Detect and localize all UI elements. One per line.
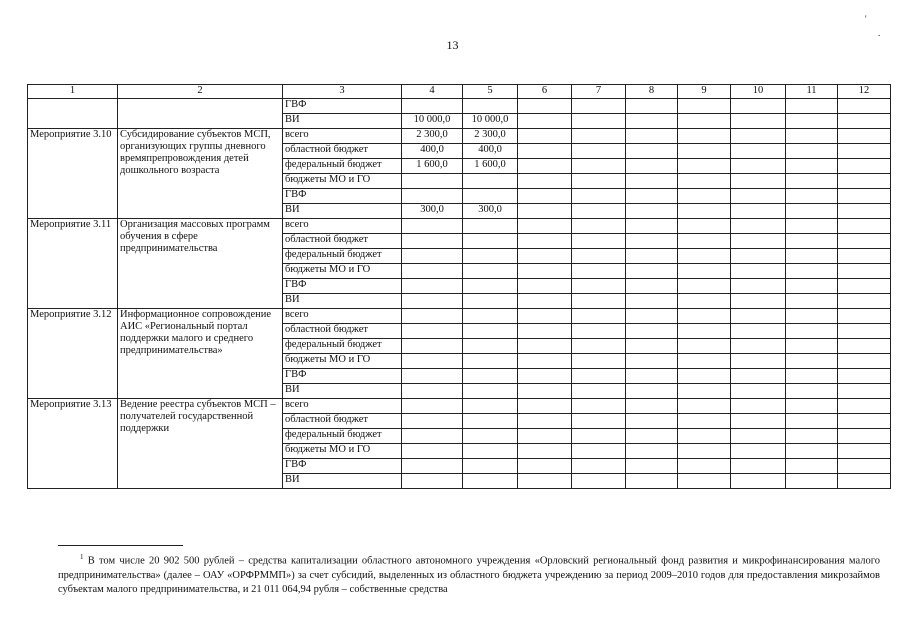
value-col11 (786, 174, 838, 189)
value-col9 (678, 144, 731, 159)
source-label: областной бюджет (283, 324, 402, 339)
description-cell: Организация массовых программ обучения в сфере предпринимательства (118, 219, 283, 309)
value-col9 (678, 414, 731, 429)
source-label: ВИ (283, 474, 402, 489)
source-label: федеральный бюджет (283, 339, 402, 354)
value-col9 (678, 459, 731, 474)
value-col12 (838, 384, 891, 399)
source-label: всего (283, 309, 402, 324)
value-col6 (518, 339, 572, 354)
value-col12 (838, 339, 891, 354)
value-col12 (838, 324, 891, 339)
value-col11 (786, 369, 838, 384)
measure-cell: Мероприятие 3.12 (28, 309, 118, 399)
table-header-row (28, 85, 891, 99)
value-col4 (402, 99, 463, 114)
value-col10 (731, 399, 786, 414)
description-cell: Информационное сопровождение АИС «Региональный портал поддержки малого и среднего предпринимательства» (118, 309, 283, 399)
value-col11 (786, 264, 838, 279)
source-label: федеральный бюджет (283, 429, 402, 444)
value-col8 (626, 144, 678, 159)
value-col10 (731, 324, 786, 339)
value-col12 (838, 99, 891, 114)
value-col10 (731, 219, 786, 234)
value-col4 (402, 249, 463, 264)
value-col11 (786, 324, 838, 339)
source-label: областной бюджет (283, 414, 402, 429)
value-col5 (463, 459, 518, 474)
page-number: 13 (446, 38, 459, 52)
value-col10 (731, 369, 786, 384)
value-col7 (572, 234, 626, 249)
value-col11 (786, 429, 838, 444)
source-label: ГВФ (283, 279, 402, 294)
value-col4 (402, 324, 463, 339)
value-col5 (463, 189, 518, 204)
value-col12 (838, 174, 891, 189)
value-col10 (731, 204, 786, 219)
source-label: бюджеты МО и ГО (283, 354, 402, 369)
value-col6 (518, 384, 572, 399)
value-col8 (626, 279, 678, 294)
value-col4: 300,0 (402, 204, 463, 219)
value-col12 (838, 309, 891, 324)
value-col10 (731, 99, 786, 114)
value-col10 (731, 249, 786, 264)
table-row (28, 399, 891, 414)
value-col5: 10 000,0 (463, 114, 518, 129)
value-col5 (463, 294, 518, 309)
value-col10 (731, 354, 786, 369)
value-col7 (572, 324, 626, 339)
value-col8 (626, 444, 678, 459)
value-col5 (463, 414, 518, 429)
value-col7 (572, 429, 626, 444)
value-col5 (463, 339, 518, 354)
table-row (28, 99, 891, 114)
value-col12 (838, 354, 891, 369)
value-col9 (678, 444, 731, 459)
value-col9 (678, 399, 731, 414)
value-col6 (518, 219, 572, 234)
value-col8 (626, 459, 678, 474)
value-col4 (402, 414, 463, 429)
value-col4 (402, 294, 463, 309)
value-col9 (678, 129, 731, 144)
value-col5 (463, 369, 518, 384)
value-col9 (678, 309, 731, 324)
value-col11 (786, 444, 838, 459)
value-col4: 2 300,0 (402, 129, 463, 144)
value-col5 (463, 474, 518, 489)
column-header: 10 (731, 85, 786, 99)
value-col9 (678, 369, 731, 384)
value-col10 (731, 384, 786, 399)
value-col10 (731, 159, 786, 174)
value-col11 (786, 414, 838, 429)
source-label: федеральный бюджет (283, 249, 402, 264)
value-col12 (838, 189, 891, 204)
value-col8 (626, 369, 678, 384)
scan-mark: ' (865, 14, 867, 24)
value-col11 (786, 189, 838, 204)
footnote-text: В том числе 20 902 500 рублей – средства капитализации областного автономного учреждения «Орловский региональный фонд развития и микрофинансирования малого предпринимательства» (далее – ОАУ «ОРФРММП») за счет субсидий, выделенных из областного бюджета учреждению за период 2009–2010 годов для предоставления микрозаймов субъектам малого предпринимательства, и 21 011 064,94 рубля – собственные средства (58, 555, 880, 595)
value-col9 (678, 234, 731, 249)
value-col6 (518, 444, 572, 459)
column-header: 5 (463, 85, 518, 99)
value-col12 (838, 114, 891, 129)
value-col4 (402, 429, 463, 444)
value-col5: 2 300,0 (463, 129, 518, 144)
value-col9 (678, 474, 731, 489)
value-col8 (626, 324, 678, 339)
value-col7 (572, 444, 626, 459)
value-col5: 300,0 (463, 204, 518, 219)
value-col11 (786, 114, 838, 129)
value-col11 (786, 129, 838, 144)
value-col5 (463, 174, 518, 189)
value-col10 (731, 114, 786, 129)
column-header: 11 (786, 85, 838, 99)
source-label: бюджеты МО и ГО (283, 264, 402, 279)
value-col11 (786, 459, 838, 474)
value-col10 (731, 474, 786, 489)
value-col11 (786, 399, 838, 414)
value-col7 (572, 384, 626, 399)
value-col4 (402, 189, 463, 204)
value-col8 (626, 189, 678, 204)
value-col8 (626, 399, 678, 414)
value-col9 (678, 174, 731, 189)
footnote-separator (58, 545, 183, 546)
value-col8 (626, 99, 678, 114)
value-col9 (678, 189, 731, 204)
value-col7 (572, 399, 626, 414)
value-col7 (572, 219, 626, 234)
source-label: бюджеты МО и ГО (283, 174, 402, 189)
value-col10 (731, 189, 786, 204)
measure-cell: Мероприятие 3.11 (28, 219, 118, 309)
value-col4: 400,0 (402, 144, 463, 159)
value-col6 (518, 264, 572, 279)
value-col7 (572, 279, 626, 294)
funding-table (27, 84, 891, 489)
source-label: ГВФ (283, 369, 402, 384)
value-col11 (786, 99, 838, 114)
value-col4 (402, 264, 463, 279)
value-col9 (678, 219, 731, 234)
value-col9 (678, 384, 731, 399)
value-col10 (731, 174, 786, 189)
value-col9 (678, 279, 731, 294)
value-col7 (572, 99, 626, 114)
value-col10 (731, 444, 786, 459)
value-col4: 1 600,0 (402, 159, 463, 174)
source-label: ВИ (283, 114, 402, 129)
value-col5 (463, 309, 518, 324)
description-cell: Субсидирование субъектов МСП, организующих группы дневного времяпрепровождения детей дошкольного возраста (118, 129, 283, 219)
value-col10 (731, 144, 786, 159)
value-col5 (463, 399, 518, 414)
value-col8 (626, 234, 678, 249)
column-header: 6 (518, 85, 572, 99)
column-header: 2 (118, 85, 283, 99)
value-col5 (463, 234, 518, 249)
table-row (28, 309, 891, 324)
value-col6 (518, 324, 572, 339)
source-label: ГВФ (283, 99, 402, 114)
source-label: ГВФ (283, 459, 402, 474)
value-col10 (731, 459, 786, 474)
value-col7 (572, 309, 626, 324)
value-col7 (572, 354, 626, 369)
value-col8 (626, 159, 678, 174)
value-col6 (518, 399, 572, 414)
value-col11 (786, 474, 838, 489)
value-col12 (838, 159, 891, 174)
source-label: ВИ (283, 384, 402, 399)
table-row (28, 219, 891, 234)
value-col6 (518, 159, 572, 174)
value-col6 (518, 114, 572, 129)
value-col9 (678, 204, 731, 219)
value-col12 (838, 399, 891, 414)
value-col6 (518, 99, 572, 114)
value-col4 (402, 354, 463, 369)
value-col8 (626, 429, 678, 444)
value-col8 (626, 204, 678, 219)
value-col5 (463, 249, 518, 264)
column-header: 3 (283, 85, 402, 99)
source-label: федеральный бюджет (283, 159, 402, 174)
source-label: всего (283, 399, 402, 414)
value-col11 (786, 219, 838, 234)
source-label: областной бюджет (283, 144, 402, 159)
value-col11 (786, 294, 838, 309)
value-col12 (838, 144, 891, 159)
source-label: ВИ (283, 204, 402, 219)
value-col4 (402, 234, 463, 249)
value-col7 (572, 129, 626, 144)
value-col9 (678, 264, 731, 279)
value-col7 (572, 249, 626, 264)
value-col10 (731, 264, 786, 279)
scan-mark: . (878, 28, 881, 38)
value-col6 (518, 429, 572, 444)
value-col6 (518, 249, 572, 264)
value-col9 (678, 339, 731, 354)
value-col6 (518, 174, 572, 189)
measure-cell (28, 99, 118, 129)
value-col4 (402, 309, 463, 324)
value-col5 (463, 384, 518, 399)
value-col7 (572, 204, 626, 219)
value-col11 (786, 354, 838, 369)
value-col12 (838, 249, 891, 264)
value-col5 (463, 324, 518, 339)
column-header: 12 (838, 85, 891, 99)
value-col7 (572, 159, 626, 174)
value-col12 (838, 129, 891, 144)
value-col6 (518, 354, 572, 369)
value-col8 (626, 384, 678, 399)
value-col10 (731, 339, 786, 354)
value-col10 (731, 309, 786, 324)
value-col11 (786, 144, 838, 159)
value-col11 (786, 279, 838, 294)
column-header: 9 (678, 85, 731, 99)
value-col12 (838, 264, 891, 279)
value-col6 (518, 309, 572, 324)
measure-cell: Мероприятие 3.10 (28, 129, 118, 219)
value-col7 (572, 369, 626, 384)
value-col4 (402, 369, 463, 384)
value-col5 (463, 444, 518, 459)
value-col7 (572, 264, 626, 279)
value-col12 (838, 414, 891, 429)
source-label: ВИ (283, 294, 402, 309)
table-row (28, 129, 891, 144)
value-col6 (518, 369, 572, 384)
value-col9 (678, 99, 731, 114)
value-col5 (463, 354, 518, 369)
value-col7 (572, 459, 626, 474)
value-col7 (572, 189, 626, 204)
value-col9 (678, 159, 731, 174)
value-col10 (731, 429, 786, 444)
value-col12 (838, 204, 891, 219)
value-col10 (731, 294, 786, 309)
footnote (58, 550, 880, 597)
value-col7 (572, 414, 626, 429)
value-col6 (518, 189, 572, 204)
value-col9 (678, 249, 731, 264)
value-col8 (626, 249, 678, 264)
value-col8 (626, 309, 678, 324)
value-col12 (838, 219, 891, 234)
source-label: всего (283, 129, 402, 144)
value-col6 (518, 279, 572, 294)
value-col10 (731, 279, 786, 294)
source-label: всего (283, 219, 402, 234)
value-col6 (518, 144, 572, 159)
value-col4 (402, 219, 463, 234)
value-col4 (402, 384, 463, 399)
value-col11 (786, 234, 838, 249)
source-label: бюджеты МО и ГО (283, 444, 402, 459)
value-col4 (402, 339, 463, 354)
value-col11 (786, 309, 838, 324)
value-col4 (402, 279, 463, 294)
value-col11 (786, 159, 838, 174)
value-col6 (518, 294, 572, 309)
value-col8 (626, 129, 678, 144)
value-col4 (402, 474, 463, 489)
value-col8 (626, 474, 678, 489)
value-col7 (572, 144, 626, 159)
value-col6 (518, 459, 572, 474)
value-col8 (626, 174, 678, 189)
value-col8 (626, 354, 678, 369)
value-col6 (518, 414, 572, 429)
value-col7 (572, 114, 626, 129)
value-col12 (838, 294, 891, 309)
column-header: 7 (572, 85, 626, 99)
source-label: областной бюджет (283, 234, 402, 249)
column-header: 8 (626, 85, 678, 99)
value-col6 (518, 474, 572, 489)
value-col11 (786, 204, 838, 219)
value-col9 (678, 114, 731, 129)
value-col6 (518, 129, 572, 144)
value-col5 (463, 429, 518, 444)
value-col9 (678, 324, 731, 339)
value-col12 (838, 444, 891, 459)
footnote-marker: 1 (80, 553, 84, 561)
value-col12 (838, 279, 891, 294)
value-col4 (402, 399, 463, 414)
value-col8 (626, 219, 678, 234)
value-col12 (838, 429, 891, 444)
value-col8 (626, 114, 678, 129)
column-header: 4 (402, 85, 463, 99)
value-col8 (626, 264, 678, 279)
value-col12 (838, 369, 891, 384)
value-col6 (518, 234, 572, 249)
value-col7 (572, 474, 626, 489)
value-col8 (626, 294, 678, 309)
value-col5 (463, 99, 518, 114)
value-col5 (463, 264, 518, 279)
measure-cell: Мероприятие 3.13 (28, 399, 118, 489)
value-col6 (518, 204, 572, 219)
value-col11 (786, 249, 838, 264)
value-col12 (838, 459, 891, 474)
value-col12 (838, 234, 891, 249)
value-col5: 1 600,0 (463, 159, 518, 174)
source-label: ГВФ (283, 189, 402, 204)
value-col11 (786, 384, 838, 399)
value-col12 (838, 474, 891, 489)
value-col7 (572, 339, 626, 354)
value-col4 (402, 174, 463, 189)
value-col10 (731, 414, 786, 429)
value-col4 (402, 459, 463, 474)
value-col9 (678, 429, 731, 444)
value-col5: 400,0 (463, 144, 518, 159)
value-col10 (731, 234, 786, 249)
description-cell: Ведение реестра субъектов МСП – получателей государственной поддержки (118, 399, 283, 489)
value-col9 (678, 294, 731, 309)
column-header: 1 (28, 85, 118, 99)
value-col7 (572, 294, 626, 309)
description-cell (118, 99, 283, 129)
value-col4 (402, 444, 463, 459)
value-col10 (731, 129, 786, 144)
value-col5 (463, 279, 518, 294)
value-col5 (463, 219, 518, 234)
value-col7 (572, 174, 626, 189)
value-col8 (626, 339, 678, 354)
value-col9 (678, 354, 731, 369)
value-col8 (626, 414, 678, 429)
value-col11 (786, 339, 838, 354)
value-col4: 10 000,0 (402, 114, 463, 129)
